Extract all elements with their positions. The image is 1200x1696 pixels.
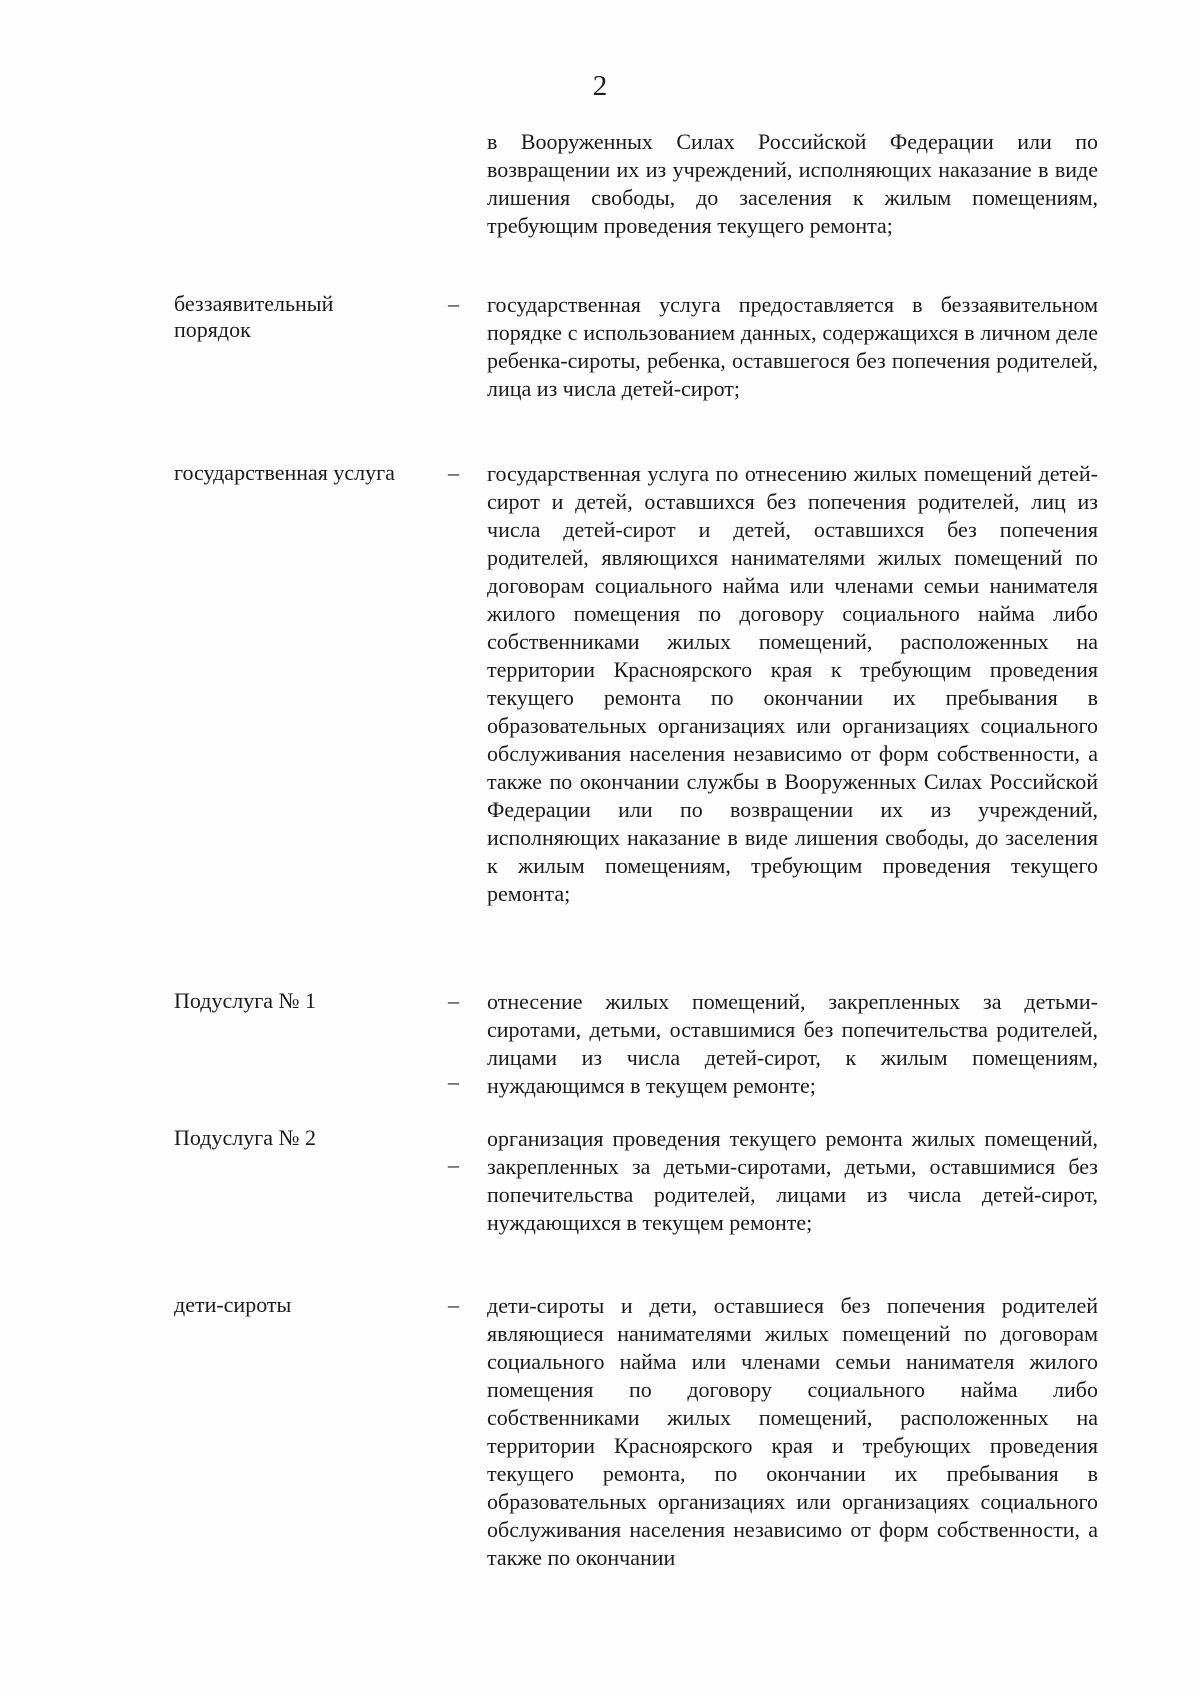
page-number: 2	[592, 70, 608, 102]
term-label: государственная услуга	[174, 460, 395, 485]
dash-separator-secondary: –	[448, 1069, 459, 1094]
intro-paragraph: в Вооруженных Силах Российской Федерации или по возвращении их из учреждений, исполняющих наказание в виде лишения свободы, до заселения к жилым помещениям, требующим проведения текущего ремонта;	[487, 129, 1098, 238]
term-label: дети-сироты	[174, 1292, 292, 1317]
definition-text: отнесение жилых помещений, закрепленных за детьми-сиротами, детьми, оставшимися без попечительства родителей, лицами из числа детей-сирот, к жилым помещениям, нуждающимся в текущем ремонте;	[487, 989, 1098, 1098]
term-label: Подуслуга № 2	[174, 1125, 316, 1150]
dash-separator: –	[448, 460, 459, 485]
term-label: Подуслуга № 1	[174, 988, 316, 1013]
dash-separator: –	[448, 1152, 459, 1177]
definition-text: организация проведения текущего ремонта жилых помещений, закрепленных за детьми-сиротами, детьми, оставшимися без попечительства родителей, лицами из числа детей-сирот, нуждающихся в текущем ремонте;	[487, 1126, 1098, 1235]
dash-separator: –	[448, 291, 459, 316]
definition-text: государственная услуга по отнесению жилых помещений детей-сирот и детей, оставшихся без попечения родителей, лиц из числа детей-сирот и детей, оставшихся без попечения родителей, являющихся нанимателями жилых помещений по договорам социального найма или членами семьи нанимателя жилого помещения по договору социального найма либо собственниками жилых помещений, расположенных на территории Красноярского края к требующим проведения текущего ремонта по окончании их пребывания в образовательных организациях или организациях социального обслуживания населения независимо от форм собственности, а также по окончании службы в Вооруженных Силах Российской Федерации или по возвращении их из учреждений, исполняющих наказание в виде лишения свободы, до заселения к жилым помещениям, требующим проведения текущего ремонта;	[487, 461, 1098, 906]
definition-text: государственная услуга предоставляется в беззаявительном порядке с использованием данных, содержащихся в личном деле ребенка-сироты, ребенка, оставшегося без попечения родителей, лица из числа детей-сирот;	[487, 292, 1098, 401]
dash-separator: –	[448, 988, 459, 1013]
definition-text: дети-сироты и дети, оставшиеся без попечения родителей являющиеся нанимателями жилых помещений по договорам социального найма или членами семьи нанимателя жилого помещения по договору социального найма либо собственниками жилых помещений, расположенных на территории Красноярского края и требующих проведения текущего ремонта, по окончании их пребывания в образовательных организациях или организациях социального обслуживания населения независимо от форм собственности, а также по окончании	[487, 1293, 1098, 1570]
term-label: беззаявительный порядок	[174, 291, 334, 342]
dash-separator: –	[448, 1292, 459, 1317]
